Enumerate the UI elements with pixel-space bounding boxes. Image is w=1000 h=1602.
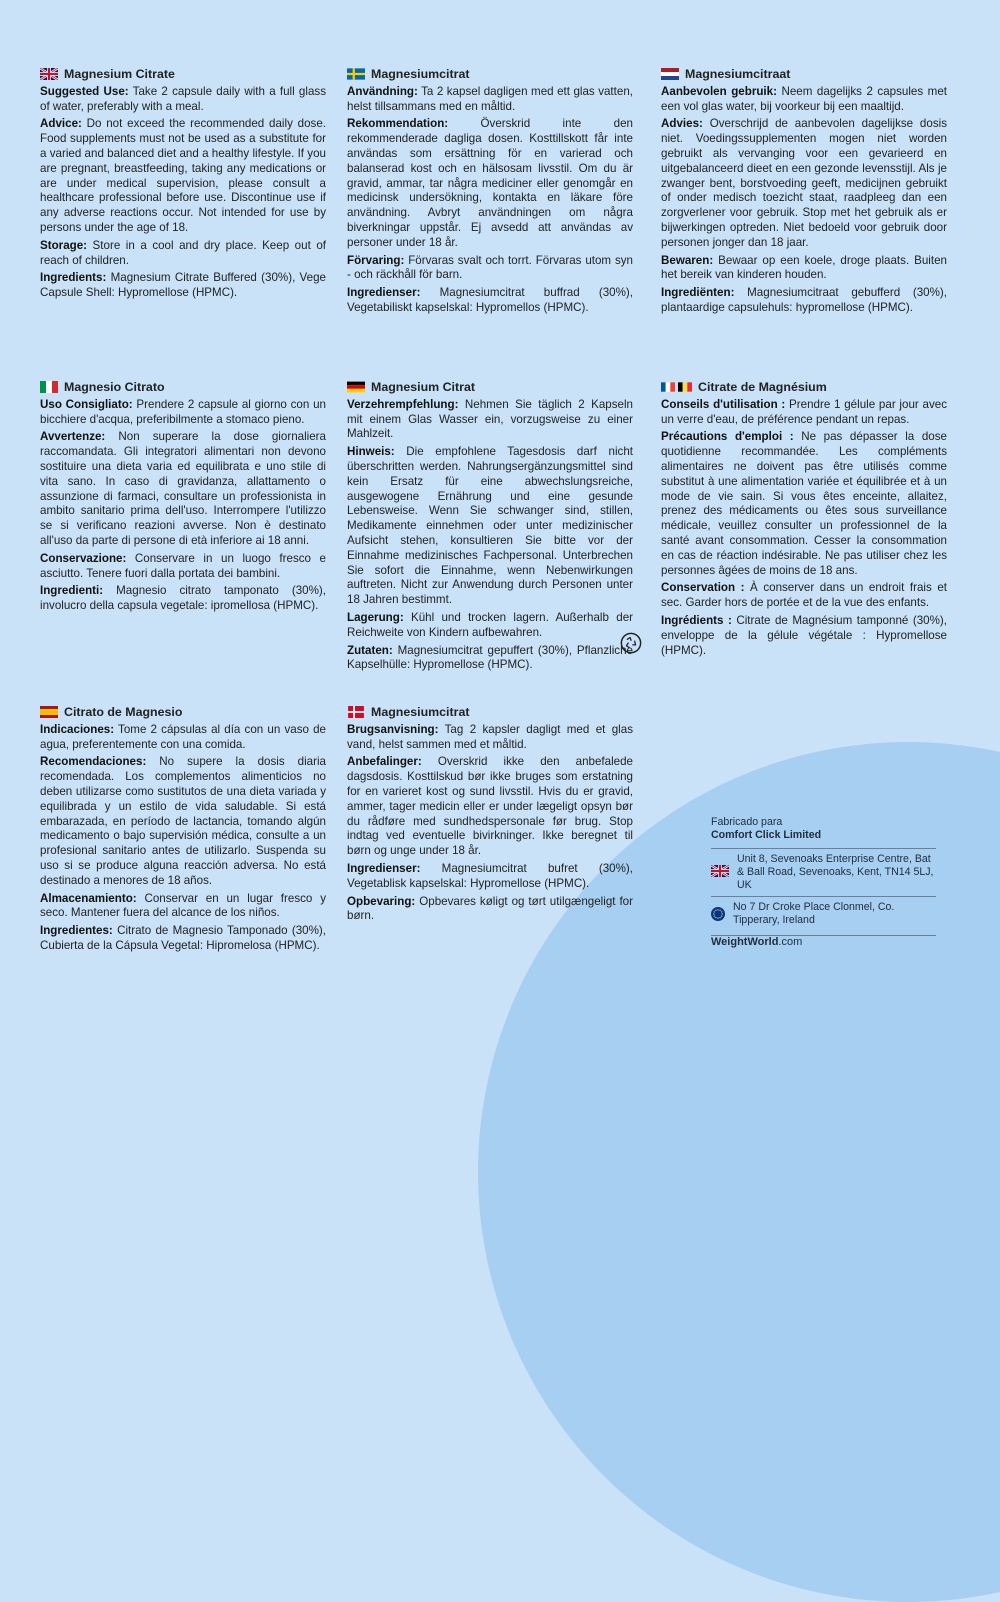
uk-flag-icon [711,865,729,877]
storage: Lagerung: Kühl und trocken lagern. Außerhalb der Reichweite von Kindern aufbewahren. [347,610,633,639]
storage: Storage: Store in a cool and dry place. Keep out of reach of children. [40,238,326,267]
panel-title [661,67,947,82]
suggested-use: Indicaciones: Tome 2 cápsulas al día con un vaso de agua, preferentemente con una comida. [40,722,326,751]
ingredients: Ingrediënten: Magnesiumcitraat gebufferd (30%), plantaardige capsulehuls: hypromellose (HPMC). [661,286,947,314]
suggested-use: Verzehrempfehlung: Nehmen Sie täglich 2 Kapseln mit einem Glas Wasser ein, vorzugsweise zu einer Mahlzeit. [347,397,633,441]
panel-italian [40,380,326,617]
title-text: Magnesiumcitrat [371,67,470,81]
advice: Recomendaciones: No supere la dosis diaria recomendada. Los complementos alimenticios no deben utilizarse como sustitutos de una dieta variada y equilibrada y un estilo de vida saludable. Si está embarazada, en período de lactancia, tomando algún medicamento o bajo supervisión médica, consulte a un profesional sanitario antes de utilizarlo. Suspenda su uso si se produce alguna reacción adversa. No está destinado a menores de 18 años. [40,755,326,887]
panel-title [40,380,326,395]
suggested-use: Uso Consigliato: Prendere 2 capsule al giorno con un bicchiere d'acqua, preferibilmente a stomaco pieno. [40,397,326,426]
panel-spanish [40,705,326,957]
eu-flag-icon [711,907,725,921]
advice: Rekommendation: Överskrid inte den rekommenderade dagliga dosen. Kosttillskott får inte användas som ersättning för en varierad och balanserad kost och en hälsosam livsstil. Om du är gravid, ammar, tar några mediciner eller genomgår en medicinsk undersökning, kontakta en läkare före användning. Avbryt användningen om några biverkningar uppstår. Ej avsedd att användas av personer under 18 år. [347,117,633,249]
title-text: Magnesium Citrate [64,67,175,81]
storage: Almacenamiento: Conservar en un lugar fresco y seco. Mantener fuera del alcance de los niños. [40,891,326,920]
advice: Précautions d'emploi : Ne pas dépasser la dose quotidienne recommandée. Les compléments alimentaires ne doivent pas être utilisés comme substitut à une alimentation variée et équilibrée et à un mode de vie sain. Si vous êtes enceinte, allaitez, prenez des médicaments ou êtes sous surveillance médicale, veuillez consulter un professionnel de la santé avant consommation. Cesser la consommation en cas de réaction indésirable. Ne pas utiliser chez les personnes âgées de moins de 18 ans. [661,430,947,577]
uk-flag-icon [40,68,58,80]
storage: Opbevaring: Opbevares køligt og tørt utilgængeligt for børn. [347,894,633,923]
ingredients: Ingredienser: Magnesiumcitrat bufret (30%), Vegetablisk kapselskal: Hypromellose (HPMC). [347,861,633,890]
storage: Conservation : À conserver dans un endroit frais et sec. Garder hors de portée et de la vue des enfants. [661,581,947,610]
suggested-use: Användning: Ta 2 kapsel dagligen med ett glas vatten, helst tillsammans med en måltid. [347,84,633,113]
belgium-flag-icon [678,381,692,393]
panel-title [40,705,326,720]
brand-website: WeightWorld.com [711,935,936,949]
ingredients: Zutaten: Magnesiumcitrat gepuffert (30%), Pflanzliche Kapselhülle: Hypromellose (HPMC). [347,643,633,672]
made-for-label: Fabricado para [711,816,783,828]
panel-title [661,380,947,395]
spain-flag-icon [40,706,58,718]
title-text: Magnesiumcitraat [685,67,791,81]
title-text: Magnesium Citrat [371,380,475,394]
advice: Hinweis: Die empfohlene Tagesdosis darf nicht überschritten werden. Nahrungsergänzungsmittel sind kein Ersatz für eine abwechslungsreiche, ausgewogene Ernährung und eine gesunde Lebensweise. Wenn Sie schwanger sind, stillen, Medikamente einnehmen oder unter medizinischer Aufsicht stehen, konsultieren Sie bitte vor der Einnahme medizinisches Fachpersonal. Unterbrechen Sie sofort die Einnahme, wenn Nebenwirkungen auftreten. Nicht zur Anwendung durch Personen unter 18 Jahren bestimmt. [347,445,633,607]
title-text: Citrate de Magnésium [698,380,827,394]
advice: Advice: Do not exceed the recommended daily dose. Food supplements must not be used as a substitute for a varied and balanced diet and a healthy lifestyle. If you are pregnant, breastfeeding, taking any medications or are under medical supervision, please consult a healthcare professional before use. Discontinue use if any adverse reactions occur. Not intended for use by persons under the age of 18. [40,117,326,234]
uk-address-row [711,848,936,896]
storage: Förvaring: Förvaras svalt och torrt. Förvaras utom syn - och räckhåll för barn. [347,253,633,282]
suggested-use: Aanbevolen gebruik: Neem dagelijks 2 capsules met een vol glas water, bij voorkeur bij een maaltijd. [661,84,947,113]
title-text: Citrato de Magnesio [64,705,183,719]
company-name: Comfort Click Limited [711,829,822,841]
panel-title [347,380,633,395]
title-text: Magnesiumcitrat [371,705,470,719]
panel-french [661,380,947,661]
suggested-use: Suggested Use: Take 2 capsule daily with a full glass of water, preferably with a meal. [40,84,326,113]
panel-english [40,67,326,304]
ingredients: Ingredients: Magnesium Citrate Buffered (30%), Vege Capsule Shell: Hypromellose (HPMC). [40,271,326,300]
eu-address: No 7 Dr Croke Place Clonmel, Co. Tipperary, Ireland [733,901,895,926]
panel-danish [347,705,633,927]
ingredients: Ingrédients : Citrate de Magnésium tamponné (30%), enveloppe de la gélule végétale : Hypromellose (HPMC). [661,613,947,657]
suggested-use: Brugsanvisning: Tag 2 kapsler dagligt med et glas vand, helst sammen med et måltid. [347,722,633,751]
eu-address-row [711,896,936,931]
recycle-icon [620,632,642,654]
sweden-flag-icon [347,68,365,80]
storage: Conservazione: Conservare in un luogo fresco e asciutto. Tenere fuori dalla portata dei bambini. [40,551,326,580]
advice: Anbefalinger: Overskrid ikke den anbefalede dagsdosis. Kosttilskud bør ikke bruges som erstatning for en varieret kost og sund livsstil. Hvis du er gravid, ammer, tager medicin eller er under lægeligt opsyn bør du rådføre med sundhedspersonale før brug. Stop indtag ved eventuelle bivirkninger. Ikke beregnet til børn og unge under 18 år. [347,755,633,858]
france-flag-icon [661,381,675,393]
panel-german [347,380,633,676]
ingredients: Ingredienser: Magnesiumcitrat buffrad (30%), Vegetabiliskt kapselskal: Hypromellos (HPMC). [347,286,633,314]
title-text: Magnesio Citrato [64,380,165,394]
germany-flag-icon [347,381,365,393]
panel-swedish [347,67,633,319]
advice: Advies: Overschrijd de aanbevolen dagelijkse dosis niet. Voedingssupplementen mogen niet worden gebruikt als vervanging voor een gevarieerd en uitgebalanceerd dieet en een gezonde levensstijl. Als je zwanger bent, borstvoeding geeft, medicijnen gebruikt of onder medisch toezicht staat, raadpleeg dan een zorgverlener voor gebruik. Stop met het gebruik als er bijwerkingen optreden. Niet bedoeld voor gebruik door personen jonger dan 18 jaar. [661,117,947,249]
netherlands-flag-icon [661,68,679,80]
panel-title [40,67,326,82]
panel-title [347,705,633,720]
italy-flag-icon [40,381,58,393]
suggested-use: Conseils d'utilisation : Prendre 1 gélule par jour avec un verre d'eau, de préférence pendant un repas. [661,397,947,426]
advice: Avvertenze: Non superare la dose giornaliera raccomandata. Gli integratori alimentari non devono sostituire una dieta varia ed equilibrata e uno stile di vita sano. In caso di gravidanza, allattamento o assunzione di farmaci, consultare un professionista in ambito sanitario prima dell'uso. Interrompere l'utilizzo se si verificano reazioni avverse. Non è destinato all'uso da parte di persone di età inferiore ai 18 anni. [40,430,326,547]
panel-dutch [661,67,947,319]
denmark-flag-icon [347,706,365,718]
ingredients: Ingredienti: Magnesio citrato tamponato (30%), involucro della capsula vegetale: ipromellosa (HPMC). [40,584,326,613]
manufacturer-address [711,816,936,949]
storage: Bewaren: Bewaar op een koele, droge plaats. Buiten het bereik van kinderen houden. [661,253,947,282]
uk-address: Unit 8, Sevenoaks Enterprise Centre, Bat & Ball Road, Sevenoaks, Kent, TN14 5LJ, UK [737,853,934,891]
panel-title [347,67,633,82]
ingredients: Ingredientes: Citrato de Magnesio Tamponado (30%), Cubierta de la Cápsula Vegetal: Hipromelosa (HPMC). [40,924,326,952]
